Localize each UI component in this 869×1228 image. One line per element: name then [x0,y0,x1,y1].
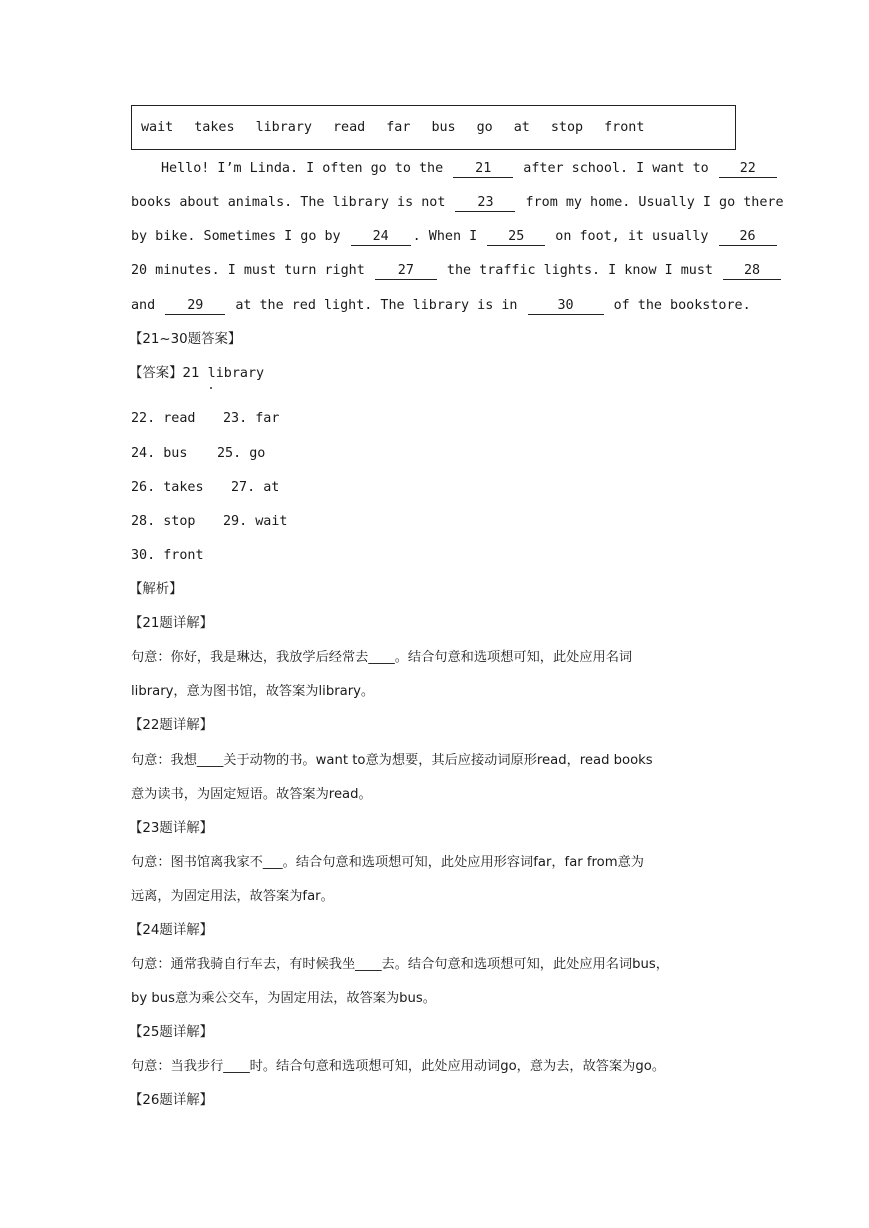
answer-line-21: 【答案】21 library [129,366,265,381]
word-bank-item: library [255,120,312,135]
word-bank-item: front [604,120,645,135]
detail-title-23: 【23题详解】 [129,821,213,836]
blank-24: 24 [351,229,411,246]
detail-text-24: 句意：通常我骑自行车去，有时候我坐____去。结合句意和选项想可知，此处应用名词bus， [131,957,669,972]
word-bank-box [131,105,736,150]
passage-line-2: books about animals. The library is not 23 from my home. Usually I go there [131,195,784,210]
blank-28: 28 [723,263,781,280]
detail-text-22: 意为读书，为固定短语。故答案为read。 [131,787,372,802]
detail-title-24: 【24题详解】 [129,923,213,938]
detail-text-23: 远离，为固定用法，故答案为far。 [131,889,334,904]
detail-text-25: 句意：当我步行____时。结合句意和选项想可知，此处应用动词go，意为去，故答案为go。 [131,1059,666,1074]
blank-30: 30 [528,298,604,315]
detail-title-21: 【21题详解】 [129,616,213,631]
blank-23: 23 [455,195,515,212]
detail-text-24: by bus意为乘公交车，为固定用法，故答案为bus。 [131,991,436,1006]
passage-line-1: Hello! I’m Linda. I often go to the 21 after school. I want to 22 [161,159,779,179]
detail-text-22: 句意：我想____关于动物的书。want to意为想要，其后应接动词原形read，read books [131,753,653,768]
passage-line-5: and 29 at the red light. The library is in 30 of the bookstore. [131,298,751,313]
detail-title-22: 【22题详解】 [129,718,213,733]
blank-27: 27 [375,263,437,280]
word-bank-item: at [513,120,530,135]
detail-text-21: library，意为图书馆，故答案为library。 [131,684,375,699]
detail-title-25: 【25题详解】 [129,1025,213,1040]
passage-line-4: 20 minutes. I must turn right 27 the traffic lights. I know I must 28 [131,261,783,281]
word-bank-item: go [476,120,493,135]
word-bank-item: takes [194,120,235,135]
analysis-heading: 【解析】 [129,582,183,597]
word-bank-item: wait [141,120,174,135]
blank-21: 21 [453,161,513,178]
detail-text-21: 句意：你好，我是琳达，我放学后经常去____。结合句意和选项想可知，此处应用名词 [131,650,633,665]
word-bank-item: far [386,120,411,135]
answer-row: 26. takes 27. at [131,480,280,495]
stray-dot [210,387,212,389]
answer-row: 30. front [131,548,204,563]
answer-row: 24. bus 25. go [131,446,266,461]
blank-29: 29 [165,298,225,315]
detail-text-23: 句意：图书馆离我家不___。结合句意和选项想可知，此处应用形容词far，far from意为 [131,855,644,870]
word-bank-item: bus [431,120,456,135]
answer-row: 22. read 23. far [131,411,280,426]
blank-26: 26 [719,229,777,246]
blank-22: 22 [719,161,777,178]
answer-row: 28. stop 29. wait [131,514,288,529]
detail-title-26: 【26题详解】 [129,1093,213,1108]
answers-heading: 【21~30题答案】 [129,332,242,347]
word-bank-item: stop [550,120,584,135]
blank-25: 25 [487,229,545,246]
passage-line-3: by bike. Sometimes I go by 24 . When I 25 on foot, it usually 26 [131,227,779,247]
word-bank-item: read [333,120,366,135]
